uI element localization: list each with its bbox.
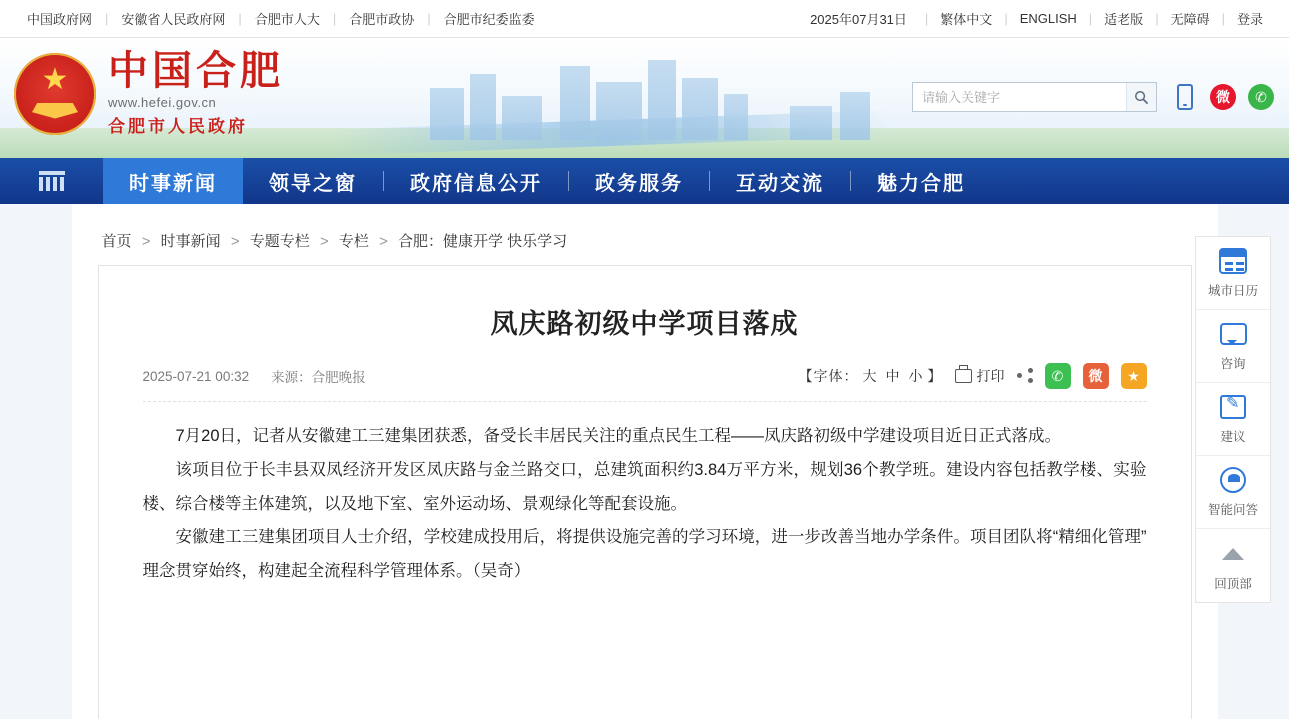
nav-item-news[interactable] — [103, 158, 243, 204]
breadcrumb-item-special-topics[interactable]: 专题专栏 — [249, 233, 310, 250]
breadcrumb-item-current[interactable]: 合肥：健康开学 快乐学习 — [398, 233, 568, 250]
top-link-elder-mode[interactable]: 适老版 — [1104, 12, 1144, 27]
rail-label: 咨询 — [1220, 357, 1246, 371]
top-link-hefei-renda[interactable]: 合肥市人大 — [254, 12, 320, 27]
banner-building — [724, 94, 748, 140]
breadcrumb-separator: > — [230, 233, 240, 250]
divider: | — [924, 11, 929, 26]
social-icons — [1171, 83, 1275, 111]
nav-label: 政务服务 — [595, 172, 683, 195]
top-link-traditional-chinese[interactable]: 繁体中文 — [940, 12, 993, 27]
font-size-label: 【字体： — [798, 368, 859, 384]
printer-icon — [955, 369, 972, 383]
mobile-phone-icon[interactable] — [1171, 83, 1199, 111]
font-size-large[interactable]: 大 — [862, 368, 878, 384]
article-date: 2025-07-21 00:32 — [142, 368, 250, 384]
banner-building — [430, 88, 464, 140]
top-links-right — [810, 9, 1275, 28]
rail-item-smart-qa[interactable] — [1196, 456, 1270, 529]
font-size-small[interactable]: 小 — [908, 368, 924, 384]
article-paragraph: 安徽建工三建集团项目人士介绍，学校建成投用后，将提供设施完善的学习环境，进一步改善当地办学条件。项目团队将“精细化管理”理念贯穿始终，构建起全流程科学管理体系。（吴奇） — [142, 528, 1147, 581]
article-source: 合肥晚报 — [311, 370, 366, 385]
robot-qa-icon — [1218, 466, 1248, 494]
site-logo[interactable] — [14, 50, 284, 137]
favorite-star-icon[interactable]: ★ — [1121, 363, 1147, 389]
search-area — [912, 82, 1275, 112]
search-button[interactable] — [1126, 83, 1156, 111]
logo-subtitle: 合肥市人民政府 — [108, 117, 248, 136]
main-navigation — [0, 158, 1289, 204]
nav-home-icon-button[interactable] — [0, 158, 103, 204]
nav-label: 互动交流 — [736, 172, 824, 195]
banner-building — [560, 66, 590, 140]
nav-label: 魅力合肥 — [877, 172, 965, 195]
site-banner — [0, 38, 1289, 158]
article-paragraph: 该项目位于长丰县双凤经济开发区凤庆路与金兰路交口，总建筑面积约3.84万平方米，规划36个教学班。建设内容包括教学楼、实验楼、综合楼等主体建筑，以及地下室、室外运动场、景观绿化等配套设施。 — [142, 460, 1147, 513]
nav-label: 领导之窗 — [269, 172, 357, 195]
calendar-icon — [1218, 247, 1248, 275]
top-link-anhui-gov[interactable]: 安徽省人民政府网 — [121, 12, 226, 27]
rail-label: 城市日历 — [1207, 284, 1258, 298]
divider: | — [1004, 11, 1008, 26]
breadcrumb-separator: > — [379, 233, 388, 250]
government-building-icon — [39, 171, 65, 191]
article-tools — [799, 363, 1147, 389]
search-input[interactable] — [913, 83, 1126, 111]
rail-label: 建议 — [1220, 430, 1246, 444]
top-link-gov-cn[interactable]: 中国政府网 — [27, 12, 93, 27]
search-icon — [1134, 90, 1149, 105]
logo-text-block — [108, 50, 284, 137]
top-link-hefei-jiwei[interactable]: 合肥市纪委监委 — [443, 12, 535, 27]
top-utility-bar — [0, 0, 1289, 38]
nav-label: 时事新闻 — [129, 172, 217, 195]
share-icon[interactable] — [1017, 368, 1033, 384]
rail-item-back-to-top[interactable] — [1196, 529, 1270, 602]
banner-building — [502, 96, 542, 140]
nav-label: 政府信息公开 — [410, 172, 542, 195]
wechat-icon[interactable]: ✆ — [1247, 83, 1275, 111]
banner-building — [596, 82, 642, 140]
article-source-label: 来源： — [271, 370, 312, 385]
top-links-left — [14, 9, 548, 28]
weibo-icon[interactable]: 微 — [1209, 83, 1237, 111]
breadcrumb-item-home[interactable]: 首页 — [101, 233, 132, 250]
banner-building — [470, 74, 496, 140]
article-body — [143, 402, 1147, 589]
article-meta — [143, 363, 1147, 402]
rail-label: 回顶部 — [1214, 576, 1252, 591]
article-container — [98, 265, 1192, 719]
banner-building — [682, 78, 718, 140]
nav-item-charming-hefei[interactable] — [851, 158, 991, 204]
article-paragraph: 7月20日，记者从安徽建工三建集团获悉，备受长丰居民关注的重点民生工程——凤庆路初级中学建设项目近日正式落成。 — [175, 427, 1062, 445]
divider: | — [1155, 11, 1159, 26]
nav-item-interaction[interactable] — [710, 158, 850, 204]
wechat-share-icon[interactable]: ✆ — [1045, 363, 1071, 389]
font-size-controls — [799, 366, 943, 386]
print-label: 打印 — [976, 368, 1005, 384]
divider: | — [105, 11, 109, 26]
side-quick-rail — [1195, 236, 1271, 603]
weibo-share-icon[interactable]: 微 — [1083, 363, 1109, 389]
banner-building — [648, 60, 676, 140]
nav-item-services[interactable] — [569, 158, 709, 204]
top-link-accessibility[interactable]: 无障碍 — [1170, 12, 1210, 27]
current-date: 2025年07月31日 — [810, 12, 907, 27]
divider: | — [1221, 11, 1225, 26]
breadcrumb-item-news[interactable]: 时事新闻 — [160, 233, 221, 250]
logo-title: 中国合肥 — [108, 48, 284, 93]
pencil-edit-icon — [1218, 393, 1248, 421]
chat-bubble-icon — [1218, 320, 1248, 348]
font-size-label-end: 】 — [927, 368, 943, 384]
nav-item-leaders[interactable] — [243, 158, 383, 204]
rail-item-city-calendar[interactable] — [1196, 237, 1270, 310]
content-column — [72, 204, 1218, 719]
breadcrumb-item-column[interactable]: 专栏 — [338, 233, 369, 250]
divider: | — [427, 11, 431, 26]
national-emblem-icon — [14, 53, 96, 135]
search-box[interactable] — [912, 82, 1157, 112]
divider: | — [1088, 11, 1093, 26]
arrow-up-icon — [1218, 540, 1248, 568]
rail-item-consult[interactable] — [1196, 310, 1270, 383]
print-button[interactable] — [955, 366, 1005, 386]
font-size-medium[interactable]: 中 — [885, 368, 901, 384]
rail-item-suggestion[interactable] — [1196, 383, 1270, 456]
top-link-english[interactable]: ENGLISH — [1019, 11, 1077, 26]
rail-label: 智能问答 — [1207, 503, 1258, 517]
nav-item-gov-info[interactable] — [384, 158, 568, 204]
top-link-hefei-zhengxie[interactable]: 合肥市政协 — [349, 12, 415, 27]
breadcrumb — [72, 204, 1218, 265]
top-link-login[interactable]: 登录 — [1236, 12, 1263, 27]
article-title: 凤庆路初级中学项目落成 — [490, 309, 799, 339]
breadcrumb-separator: > — [141, 233, 151, 250]
logo-url: www.hefei.gov.cn — [108, 95, 217, 110]
page-body — [0, 204, 1289, 719]
banner-building — [840, 92, 870, 140]
banner-building — [790, 106, 832, 140]
divider: | — [332, 11, 337, 26]
divider: | — [238, 11, 242, 26]
breadcrumb-separator: > — [319, 233, 329, 250]
